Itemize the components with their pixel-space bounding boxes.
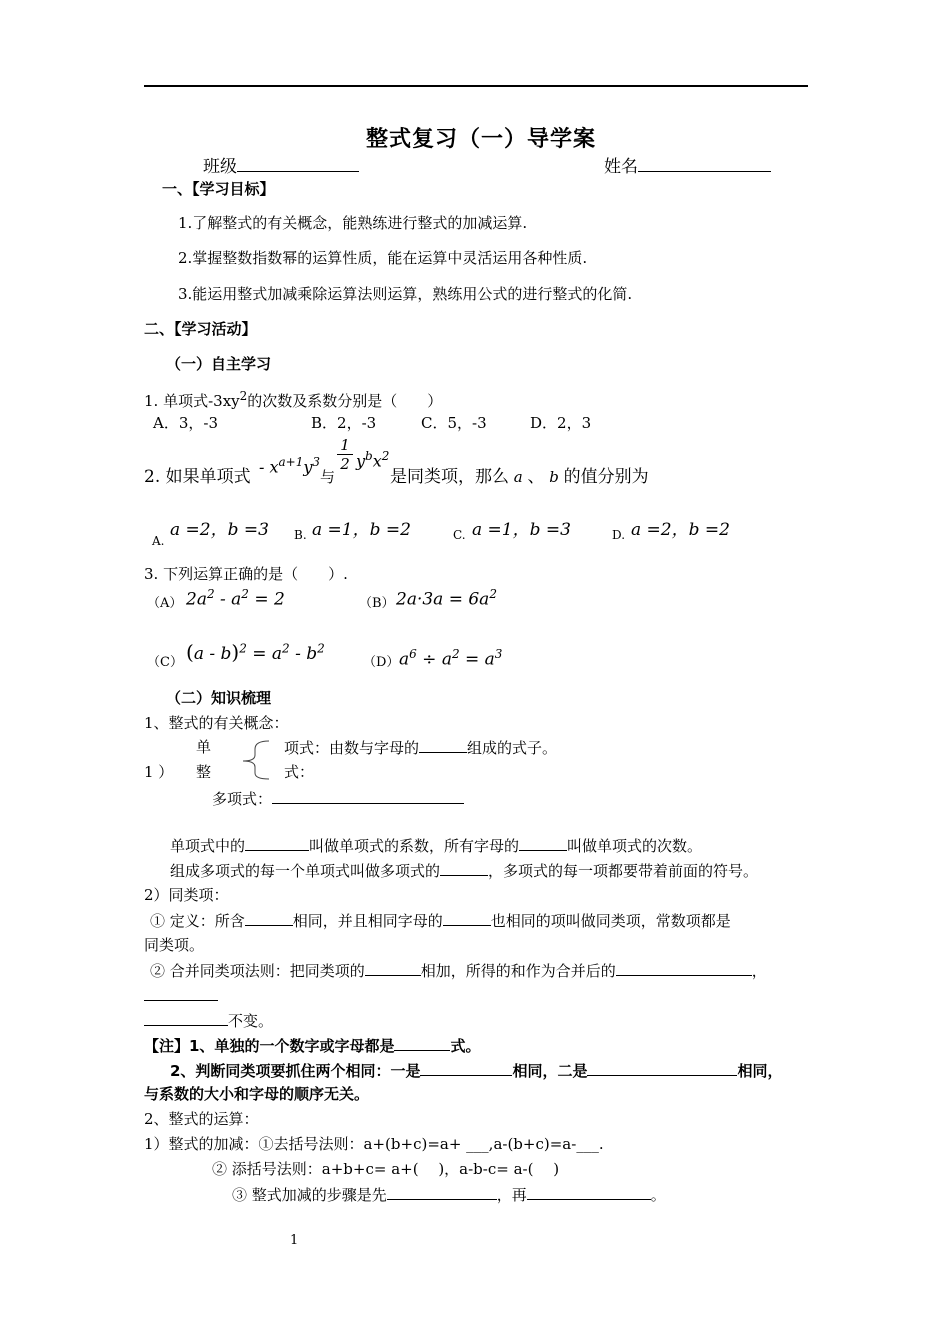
merge-text-d: 不变。 <box>228 1012 274 1030</box>
shi-label: 式： <box>284 763 315 781</box>
q3-option-b-label: （B） <box>359 596 395 611</box>
add-rule-3-text-b: ，再 <box>496 1186 527 1204</box>
q3-option-a[interactable]: $2a^2 - a^2 = 2$ <box>186 587 285 610</box>
monomial-def <box>284 738 557 757</box>
merge-text-b: 相加，所得的和作为合并后的 <box>420 962 616 980</box>
q2-option-a[interactable]: a =2，b =3 <box>170 520 269 540</box>
q2-option-c[interactable]: a =1，b =3 <box>472 520 571 540</box>
class-field <box>203 157 359 177</box>
q2-fraction: 1 2 <box>337 436 353 473</box>
polynomial-label: 多项式： <box>212 790 273 808</box>
note-2-line-2: 与系数的大小和字母的顺序无关。 <box>144 1085 370 1103</box>
q3-option-d-label: （D） <box>363 655 400 670</box>
note-2-text-c: 相同， <box>737 1062 783 1080</box>
q3-option-c[interactable]: $(a - b)^2 = a^2 - b^2$ <box>186 640 325 664</box>
q1-exponent: 2 <box>239 389 248 403</box>
add-rule-3-text-a: ③ 整式加减的步骤是先 <box>232 1186 387 1204</box>
page-number: 1 <box>290 1233 299 1248</box>
q2-suffix: 是同类项，那么 a 、 b 的值分别为 <box>390 467 649 487</box>
q1-option-a[interactable]: A．3，-3 <box>153 414 218 432</box>
definition-blank-1[interactable] <box>245 911 293 926</box>
class-blank[interactable] <box>237 157 359 172</box>
definition-line-2: 同类项。 <box>144 936 205 954</box>
q2-monomial-2: $y^bx^2$ <box>356 449 390 471</box>
note-2-text-a: 2、判断同类项要抓住两个相同：一是 <box>170 1062 421 1080</box>
self-study-heading: （一）自主学习 <box>166 355 272 373</box>
coefficient-line <box>170 836 702 855</box>
q3-option-d[interactable]: $a^6 \div a^2 = a^3$ <box>399 647 503 670</box>
definition-text-c: 也相同的项叫做同类项，常数项都是 <box>490 912 731 930</box>
monomial-blank[interactable] <box>419 738 467 753</box>
q2-option-b-label: B. <box>294 528 307 542</box>
add-rule-3-text-c: 。 <box>650 1186 666 1204</box>
definition-line <box>150 911 731 930</box>
merge-blank-1[interactable] <box>365 961 421 976</box>
q1-option-b[interactable]: B．2，-3 <box>311 414 377 432</box>
note-2-blank-2[interactable] <box>587 1061 737 1076</box>
merge-text-a: ② 合并同类项法则：把同类项的 <box>150 962 365 980</box>
coefficient-text-c: 叫做单项式的次数。 <box>567 837 703 855</box>
q3-option-c-label: （C） <box>147 655 183 670</box>
q2-option-b[interactable]: a =1，b =2 <box>312 520 411 540</box>
char-zheng: 整 <box>196 763 212 781</box>
section2-heading: 二、【学习活动】 <box>144 320 257 338</box>
note-2-text-b: 相同，二是 <box>512 1062 588 1080</box>
name-field <box>604 157 771 177</box>
q3-stem: 3. 下列运算正确的是（ ）. <box>144 565 348 583</box>
coefficient-blank[interactable] <box>245 836 309 851</box>
coefficient-text-b: 叫做单项式的系数，所有字母的 <box>309 837 520 855</box>
note-1-tail: 式。 <box>450 1037 481 1055</box>
q2-suffix-text: 是同类项，那么 <box>390 467 509 487</box>
merge-blank-3-line <box>144 986 218 1005</box>
operations-heading: 2、整式的运算： <box>144 1110 259 1128</box>
merge-text-c: ， <box>751 962 767 980</box>
q1-stem <box>144 389 442 410</box>
q2-and: 与 <box>320 468 336 486</box>
q2-option-d-label: D. <box>612 528 626 542</box>
add-step-blank-2[interactable] <box>527 1185 651 1200</box>
definition-text-a: ① 定义：所含 <box>150 912 245 930</box>
page-title: 整式复习（一）导学案 <box>366 127 597 152</box>
add-step-blank-1[interactable] <box>387 1185 497 1200</box>
concepts-heading: 1、整式的有关概念： <box>144 714 289 732</box>
merge-blank-2[interactable] <box>616 961 752 976</box>
monomial-def-tail: 组成的式子。 <box>467 739 558 757</box>
header-rule <box>144 85 808 87</box>
term-line <box>170 861 758 880</box>
monomial-def-text: 项式：由数与字母的 <box>284 739 420 757</box>
q2-tail: 的值分别为 <box>563 467 649 487</box>
definition-text-b: 相同，并且相同字母的 <box>292 912 443 930</box>
merge-blank-3[interactable] <box>144 986 218 1001</box>
class-label: 班级 <box>203 157 237 177</box>
q1-option-d[interactable]: D．2，3 <box>530 414 592 432</box>
polynomial-blank[interactable] <box>272 789 464 804</box>
note-2 <box>170 1061 782 1080</box>
q1-option-c[interactable]: C．5，-3 <box>421 414 487 432</box>
q2-separator: 、 <box>527 467 545 487</box>
goal-1: 1.了解整式的有关概念，能熟练进行整式的加减运算. <box>178 214 528 232</box>
definition-blank-2[interactable] <box>443 911 491 926</box>
name-label: 姓名 <box>604 157 638 177</box>
goal-3: 3.能运用整式加减乘除运算法则运算，熟练用公式的进行整式的化简. <box>178 285 633 303</box>
q2-option-d[interactable]: a =2，b =2 <box>631 520 730 540</box>
term-text-b: ，多项式的每一项都要带着前面的符号。 <box>488 862 759 880</box>
add-rule-1: 1）整式的加减：①去括号法则：a+(b+c)=a+ ___,a-(b+c)=a-___. <box>144 1135 604 1153</box>
merge-rule-line <box>150 961 767 980</box>
name-blank[interactable] <box>638 157 771 172</box>
item-1-marker: 1 ） <box>144 763 174 781</box>
note-1-blank[interactable] <box>394 1036 450 1051</box>
coefficient-text-a: 单项式中的 <box>170 837 246 855</box>
note-1 <box>144 1036 480 1055</box>
q3-option-b[interactable]: $2a\cdot 3a = 6a^2$ <box>396 587 497 610</box>
q1-stem-text: 1. 单项式-3xy <box>144 392 240 410</box>
section1-heading: 一、【学习目标】 <box>162 180 275 198</box>
add-rule-2: ② 添括号法则：a+b+c= a+( )，a-b-c= a-( ) <box>212 1160 560 1178</box>
char-dan: 单 <box>196 738 212 756</box>
merge-rule-line-2 <box>144 1011 273 1030</box>
term-text-a: 组成多项式的每一个单项式叫做多项式的 <box>170 862 441 880</box>
knowledge-heading: （二）知识梳理 <box>166 689 272 707</box>
q2-monomial-1: - $x^{a+1}y^3$ <box>259 455 321 477</box>
q3-option-a-label: （A） <box>147 596 183 611</box>
polynomial-def <box>212 789 464 808</box>
q2-option-a-label: A. <box>152 534 165 548</box>
degree-blank[interactable] <box>519 836 567 851</box>
q2-prefix: 2. 如果单项式 <box>144 467 251 487</box>
like-terms-heading: 2）同类项： <box>144 886 229 904</box>
brace-icon <box>225 739 271 781</box>
goal-2: 2.掌握整数指数幂的运算性质，能在运算中灵活运用各种性质. <box>178 249 588 267</box>
term-blank[interactable] <box>440 861 488 876</box>
note-2-blank-1[interactable] <box>420 1061 512 1076</box>
merge-blank-4[interactable] <box>144 1011 228 1026</box>
add-rule-3 <box>232 1185 666 1204</box>
note-1-text: 【注】1、单独的一个数字或字母都是 <box>144 1037 395 1055</box>
q2-option-c-label: C. <box>453 528 466 542</box>
q1-stem-tail: 的次数及系数分别是（ ） <box>247 392 443 410</box>
